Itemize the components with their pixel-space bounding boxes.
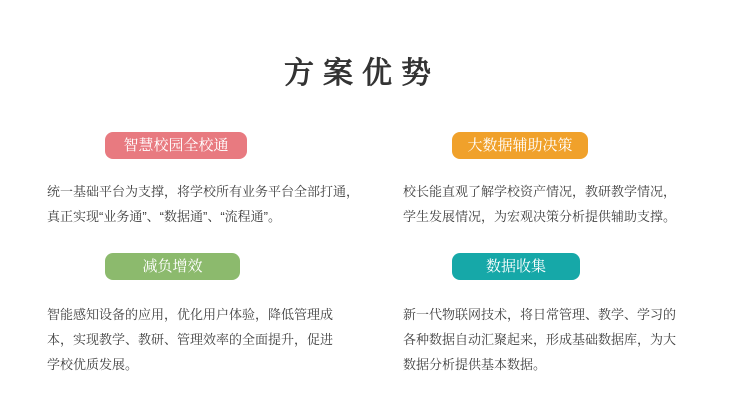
- section-big-data-decision-text: [403, 179, 676, 229]
- text-line: 统一基础平台为支撑，将学校所有业务平台全部打通，: [47, 184, 360, 199]
- badge-big-data-decision: 大数据辅助决策: [452, 132, 588, 159]
- text-line: 真正实现“业务通”、“数据通”、“流程通”。: [47, 209, 281, 224]
- text-line: 本，实现教学、教研、管理效率的全面提升，促进: [47, 332, 334, 347]
- text-line: 学生发展情况，为宏观决策分析提供辅助支撑。: [403, 209, 677, 224]
- text-line: 各种数据自动汇聚起来，形成基础数据库，为大: [403, 332, 677, 347]
- text-line: 学校优质发展。: [47, 357, 139, 372]
- badge-data-collection: 数据收集: [452, 253, 580, 280]
- text-line: 数据分析提供基本数据。: [403, 357, 547, 372]
- text-line: 智能感知设备的应用，优化用户体验，降低管理成: [47, 307, 334, 322]
- text-line: 新一代物联网技术，将日常管理、教学、学习的: [403, 307, 677, 322]
- section-smart-campus-text: [47, 179, 359, 229]
- badge-smart-campus: 智慧校园全校通: [105, 132, 247, 159]
- section-efficiency-text: [47, 302, 333, 377]
- page-title: 方案优势: [284, 57, 440, 90]
- section-data-collection-text: [403, 302, 676, 377]
- text-line: 校长能直观了解学校资产情况，教研教学情况，: [403, 184, 677, 199]
- badge-efficiency: 减负增效: [105, 253, 240, 280]
